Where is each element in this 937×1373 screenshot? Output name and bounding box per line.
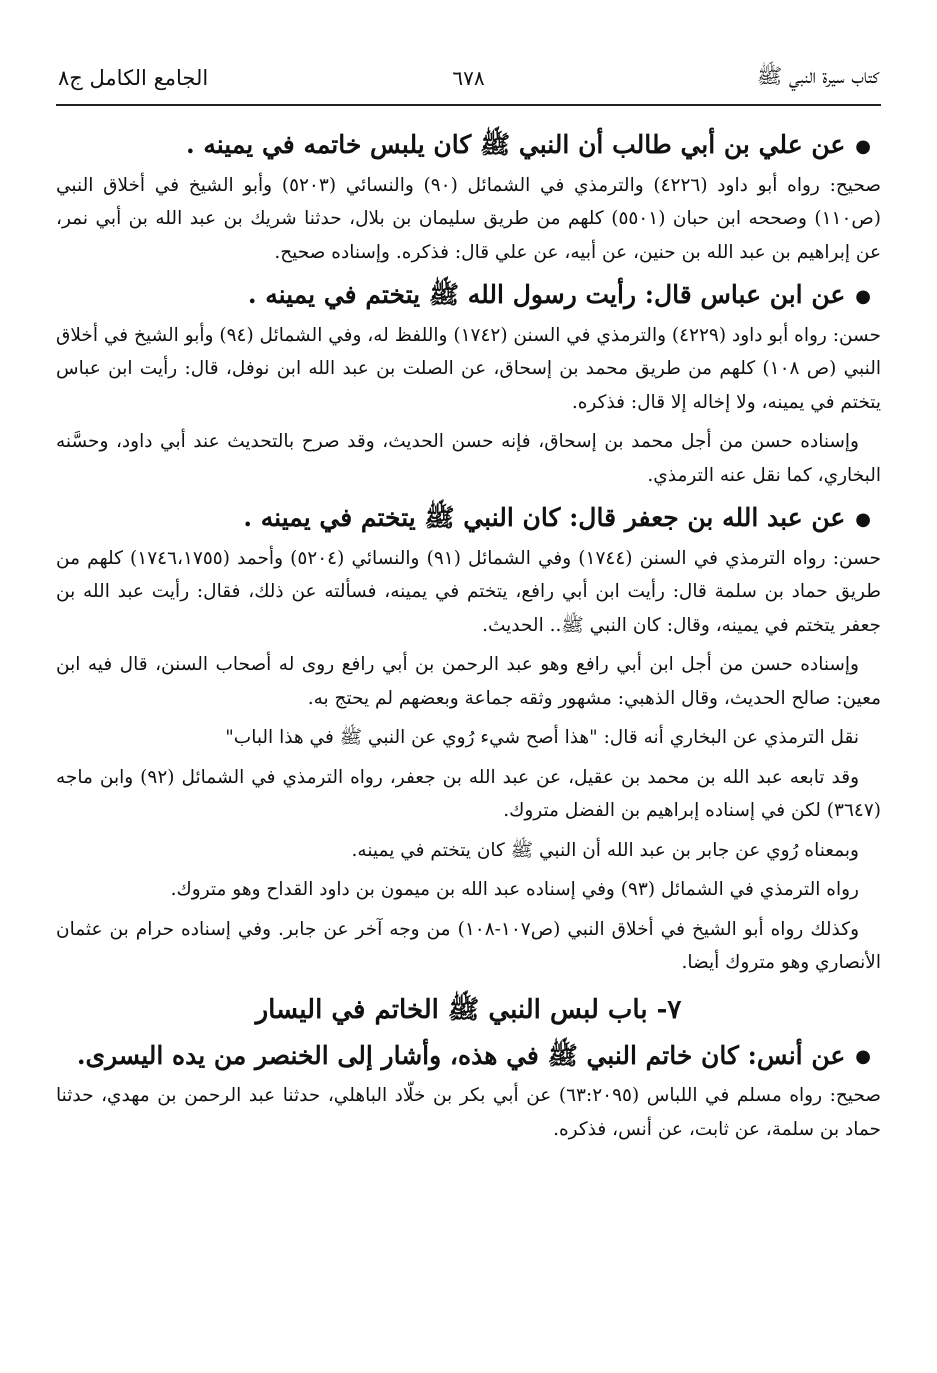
- bullet-icon: ●: [855, 285, 871, 307]
- hadith-body: عن ابن عباس قال: رأيت رسول الله ﷺ يتختم في يمينه .: [247, 280, 846, 309]
- hadith-body: عن علي بن أبي طالب أن النبي ﷺ كان يلبس خاتمه في يمينه .: [185, 130, 846, 159]
- hadith-text: [56, 498, 881, 540]
- hadith-text: [56, 275, 881, 317]
- hadith-body: عن عبد الله بن جعفر قال: كان النبي ﷺ يتختم في يمينه .: [243, 503, 846, 532]
- commentary-paragraph: حسن: رواه الترمذي في السنن (١٧٤٤) وفي الشمائل (٩١) والنسائي (٥٢٠٤) وأحمد (١٧٤٦،١٧٥٥) كلهم من طريق حماد بن سلمة قال: رأيت ابن أبي رافع، يتختم في يمينه، فسألته عن ذلك، فقال: رأيت عبد الله بن جعفر يتختم في يمينه، وقال: كان النبي ﷺ.. الحديث.: [56, 547, 881, 636]
- commentary-paragraph: وكذلك رواه أبو الشيخ في أخلاق النبي (ص١٠٧-١٠٨) من وجه آخر عن جابر. وفي إسناده حرام بن عثمان الأنصاري وهو متروك أيضا.: [56, 918, 881, 973]
- commentary-paragraph: صحيح: رواه مسلم في اللباس (٦٣:٢٠٩٥) عن أبي بكر بن خلّاد الباهلي، حدثنا عبد الرحمن بن مهدي، حدثنا حماد بن سلمة، عن ثابت، عن أنس، فذكره.: [56, 1085, 881, 1140]
- bullet-icon: ●: [855, 1046, 871, 1067]
- commentary-paragraph: وإسناده حسن من أجل محمد بن إسحاق، فإنه حسن الحديث، وقد صرح بالتحديث عند أبي داود، وحسَّنه البخاري، كما نقل عنه الترمذي.: [56, 431, 881, 486]
- commentary-paragraph: وقد تابعه عبد الله بن محمد بن عقيل، عن عبد الله بن جعفر، رواه الترمذي في الشمائل (٩٢) وابن ماجه (٣٦٤٧) لكن في إسناده إبراهيم بن الفضل متروك.: [56, 766, 881, 821]
- commentary-paragraph: وبمعناه رُوي عن جابر بن عبد الله أن النبي ﷺ كان يتختم في يمينه.: [351, 839, 859, 861]
- bullet-icon: ●: [855, 135, 871, 157]
- page-number: ٦٧٨: [452, 66, 485, 90]
- bullet-icon: ●: [855, 508, 871, 530]
- commentary-paragraph: صحيح: رواه أبو داود (٤٢٢٦) والترمذي في الشمائل (٩٠) والنسائي (٥٢٠٣) وأبو الشيخ في أخلاق النبي (ص١١٠) وصححه ابن حبان (٥٥٠١) كلهم من طريق سليمان بن بلال، حدثنا شريك بن عبد الله بن أبي نمر، عن إبراهيم بن عبد الله بن حنين، عن أبيه، عن علي قال: فذكره. وإسناده صحيح.: [56, 174, 881, 263]
- header-rule: [56, 104, 881, 106]
- hadith-text: [56, 1036, 881, 1078]
- header-volume-title: الجامع الكامل ج٨: [58, 66, 209, 90]
- commentary-paragraph: حسن: رواه أبو داود (٤٢٢٩) والترمذي في السنن (١٧٤٢) واللفظ له، وفي الشمائل (٩٤) وأبو الشيخ في أخلاق النبي (ص ١٠٨) كلهم من طريق محمد بن إسحاق، عن الصلت بن عبد الله ابن نوفل، قال: رأيت ابن عباس يتختم في يمينه، ولا إخاله إلا قال: فذكره.: [56, 324, 881, 413]
- page-content: [56, 125, 881, 1323]
- commentary-paragraph: نقل الترمذي عن البخاري أنه قال: "هذا أصح شيء رُوي عن النبي ﷺ في هذا الباب": [225, 727, 859, 748]
- chapter-heading: ٧- باب لبس النبي ﷺ الخاتم في اليسار: [255, 994, 682, 1025]
- page-header: [58, 58, 879, 98]
- commentary-paragraph: وإسناده حسن من أجل ابن أبي رافع وهو عبد الرحمن بن أبي رافع روى له أصحاب السنن، قال فيه ابن معين: صالح الحديث، وقال الذهبي: مشهور وثقه جماعة وبعضهم لم يحتج به.: [56, 654, 881, 709]
- commentary-paragraph: رواه الترمذي في الشمائل (٩٣) وفي إسناده عبد الله بن ميمون بن داود القداح وهو متروك.: [170, 879, 859, 900]
- header-book-title: كتاب سيرة النبي ﷺ: [756, 63, 879, 88]
- hadith-body: عن أنس: كان خاتم النبي ﷺ في هذه، وأشار إلى الخنصر من يده اليسرى.: [76, 1040, 846, 1070]
- hadith-text: [56, 125, 881, 167]
